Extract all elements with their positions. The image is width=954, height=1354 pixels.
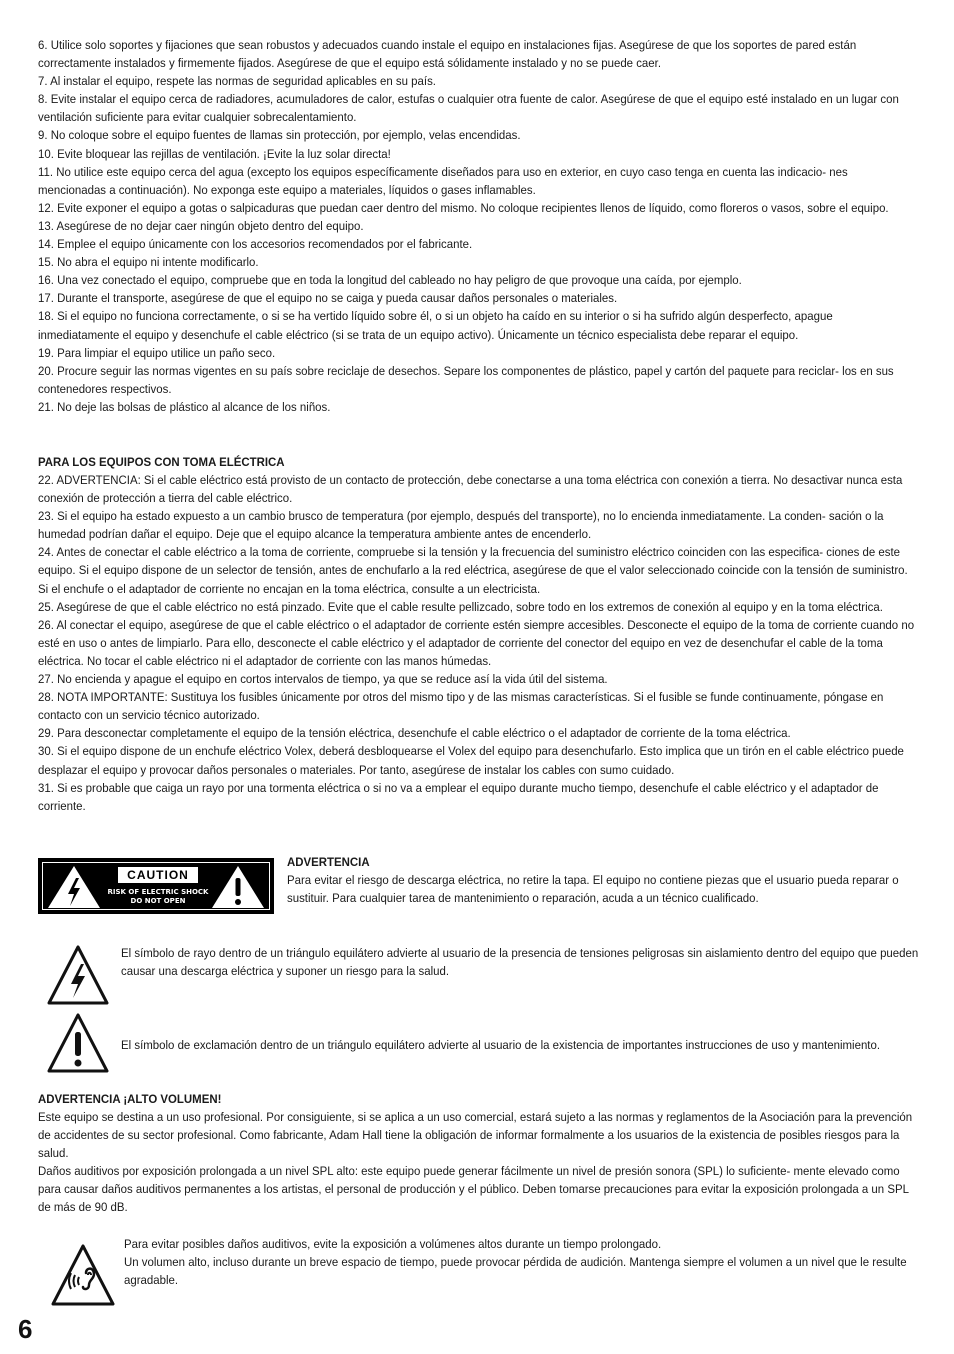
exclamation-triangle-icon [46, 1012, 110, 1079]
safety-item: 14. Emplee el equipo únicamente con los accesorios recomendados por el fabricante. [38, 237, 473, 252]
safety-item: 13. Asegúrese de no dejar caer ningún objeto dentro del equipo. [38, 218, 364, 233]
page-number: 6 [18, 1314, 33, 1344]
caution-subtitle: RISK OF ELECTRIC SHOCK DO NOT OPEN [107, 888, 209, 905]
mains-item: 26. Al conectar el equipo, asegúrese de que el cable eléctrico o el adaptador de corriente estén siempre accesibles. Desconecte el equipo de la toma de corriente cuando no esté en uso o antes de limpiarlo. Para ello, desconecte el cable eléctrico y el adaptador de corriente del conector del equipo en vez de desenchufar el cable de la toma eléctrica. No tocar el cable eléctrico ni el adaptador de corriente con las manos húmedas. [38, 617, 915, 668]
safety-item: 10. Evite bloquear las rejillas de ventilación. ¡Evite la luz solar directa! [38, 146, 391, 161]
lightning-symbol-text: El símbolo de rayo dentro de un triángulo equilátero advierte al usuario de la presencia de tensiones peligrosas sin aislamiento dentro del equipo que pueden causar una descarga eléctrica y suponer un riesgo para la salud. [121, 946, 919, 979]
safety-item: 8. Evite instalar el equipo cerca de radiadores, acumuladores de calor, estufas o cualquier otra fuente de calor. Asegúrese de que el equipo esté instalado en un lugar con ventilación suficiente para evitar cualquier sobrecalentamiento. [38, 92, 899, 125]
general-safety-section [38, 36, 916, 416]
mains-item: 24. Antes de conectar el cable eléctrico a la toma de corriente, compruebe si la tensión y la frecuencia del suministro eléctrico coinciden con las especifica- ciones de este equipo. Si el equipo dispone de un selector de tensión, antes de enchufarlo a la red eléctrica, asegúrese de que el valor seleccionado coincide con la tensión de suministro. Si el enchufe o el adaptador de corriente no encajan en la toma eléctrica, consulte a un electricista. [38, 545, 908, 596]
cover-warning [287, 853, 907, 907]
safety-item: 21. No deje las bolsas de plástico al alcance de los niños. [38, 399, 331, 414]
safety-item: 20. Procure seguir las normas vigentes en su país sobre reciclaje de desechos. Separe los componentes de plástico, papel y cartón del paquete para reciclar- los en sus contenedores respectivos. [38, 363, 894, 396]
mains-section [38, 453, 916, 815]
mains-item: 23. Si el equipo ha estado expuesto a un cambio brusco de temperatura (por ejemplo, después del transporte), no lo encienda inmediatamente. La conden- sación o la humedad podrían dañar el equipo. Deje que el equipo alcance la temperatura ambiente antes de encenderlo. [38, 509, 884, 542]
hearing-text-block [124, 1235, 924, 1289]
safety-item: 18. Si el equipo no funciona correctamente, o si se ha vertido líquido sobre él, o si un objeto ha caído en su interior o si ha sufrido algún desperfecto, apague inmediatamente el equipo y desenchufe el cable eléctrico (si se trata de un equipo activo). Únicamente un técnico especialista debe reparar el equipo. [38, 309, 833, 342]
safety-item: 6. Utilice solo soportes y fijaciones que sean robustos y adecuados cuando instale el equipo en instalaciones fijas. Asegúrese de que los soportes de pared están correctamente instalados y firmemente fijados. Asegúrese de que el equipo está sólidamente instalado y no se puede caer. [38, 38, 857, 71]
volume-paragraph: Este equipo se destina a un uso profesional. Por consiguiente, si se aplica a un uso comercial, estará sujeto a las normas y reglamentos de la Asociación para la prevención de accidentes de su sector profesional. Como fabricante, Adam Hall tiene la obligación de informar formalmente a los usuarios de la existencia de posibles riesgos para la salud. [38, 1110, 913, 1161]
mains-heading: PARA LOS EQUIPOS CON TOMA ELÉCTRICA [38, 455, 285, 469]
caution-label-center [106, 866, 210, 910]
safety-item: 17. Durante el transporte, asegúrese de que el equipo no se caiga y pueda causar daños personales o materiales. [38, 291, 618, 306]
exclamation-triangle-icon [210, 864, 266, 910]
mains-item: 25. Asegúrese de que el cable eléctrico no está pinzado. Evite que el cable resulte pellizcado, sobre todo en los extremos de conexión al equipo y en la toma eléctrica. [38, 599, 883, 614]
cover-warning-text: Para evitar el riesgo de descarga eléctrica, no retire la tapa. El equipo no contiene piezas que el usuario pueda reparar o sustituir. Para cualquier tarea de mantenimiento o reparación, acuda a un técnico cualificado. [287, 873, 899, 906]
caution-title: CAUTION [117, 866, 199, 884]
safety-item: 9. No coloque sobre el equipo fuentes de llamas sin protección, por ejemplo, velas encendidas. [38, 128, 521, 143]
lightning-triangle-icon [46, 944, 110, 1011]
safety-item: 12. Evite exponer el equipo a gotas o salpicaduras que puedan caer dentro del mismo. No coloque recipientes llenos de líquido, como floreros o vasos, sobre el equipo. [38, 200, 889, 215]
safety-item: 16. Una vez conectado el equipo, compruebe que en toda la longitud del cableado no hay peligro de que provoque una caída, por ejemplo. [38, 273, 742, 288]
safety-item: 11. No utilice este equipo cerca del agua (excepto los equipos específicamente diseñados para uso en exterior, en cuyo caso tenga en cuenta las indicacio- nes mencionadas a continuación). No exponga este equipo a materiales, líquidos o gases inflamables. [38, 164, 848, 197]
hearing-line: Para evitar posibles daños auditivos, evite la exposición a volúmenes altos durante un tiempo prolongado. [124, 1237, 662, 1251]
volume-section [38, 1090, 916, 1217]
caution-label [38, 858, 274, 914]
cover-warning-heading: ADVERTENCIA [287, 855, 370, 869]
hearing-damage-triangle-icon [50, 1243, 116, 1312]
safety-item: 15. No abra el equipo ni intente modificarlo. [38, 255, 259, 270]
hearing-line: Un volumen alto, incluso durante un breve espacio de tiempo, puede provocar pérdida de audición. Mantenga siempre el volumen a un nivel que le resulte agradable. [124, 1255, 907, 1288]
safety-item: 7. Al instalar el equipo, respete las normas de seguridad aplicables en su país. [38, 74, 436, 89]
volume-heading: ADVERTENCIA ¡ALTO VOLUMEN! [38, 1092, 222, 1106]
exclamation-symbol-text: El símbolo de exclamación dentro de un triángulo equilátero advierte al usuario de la existencia de importantes instrucciones de uso y mantenimiento. [121, 1038, 881, 1052]
safety-item: 19. Para limpiar el equipo utilice un paño seco. [38, 345, 276, 360]
volume-paragraph: Daños auditivos por exposición prolongada a un nivel SPL alto: este equipo puede generar fácilmente un nivel de presión sonora (SPL) lo suficiente- mente elevado como para causar daños auditivos permanentes a los artistas, el personal de producción y el público. Deben tomarse precauciones para evitar la exposición prolongada a un SPL de más de 90 dB. [38, 1164, 909, 1215]
mains-item: 28. NOTA IMPORTANTE: Sustituya los fusibles únicamente por otros del mismo tipo y de las mismas características. Si el fusible se funde continuamente, póngase en contacto con un servicio técnico autorizado. [38, 690, 884, 723]
lightning-triangle-icon [46, 864, 102, 910]
mains-item: 22. ADVERTENCIA: Si el cable eléctrico está provisto de un contacto de protección, debe conectarse a una toma eléctrica con conexión a tierra. No desactivar nunca esta conexión de protección a tierra del cable eléctrico. [38, 473, 903, 506]
mains-item: 29. Para desconectar completamente el equipo de la tensión eléctrica, desenchufe el cable eléctrico o el adaptador de corriente de la toma eléctrica. [38, 726, 791, 741]
mains-item: 31. Si es probable que caiga un rayo por una tormenta eléctrica o si no va a emplear el equipo durante mucho tiempo, desenchufe el cable eléctrico y el adaptador de corriente. [38, 780, 879, 813]
mains-item: 27. No encienda y apague el equipo en cortos intervalos de tiempo, ya que se reduce así la vida útil del sistema. [38, 672, 608, 687]
mains-item: 30. Si el equipo dispone de un enchufe eléctrico Volex, deberá desbloquearse el Volex del equipo para desenchufarlo. Esto implica que un tirón en el cable eléctrico puede desplazar el equipo y provocar daños personales o materiales. Por tanto, asegúrese de instalar los cables con sumo cuidado. [38, 744, 904, 777]
